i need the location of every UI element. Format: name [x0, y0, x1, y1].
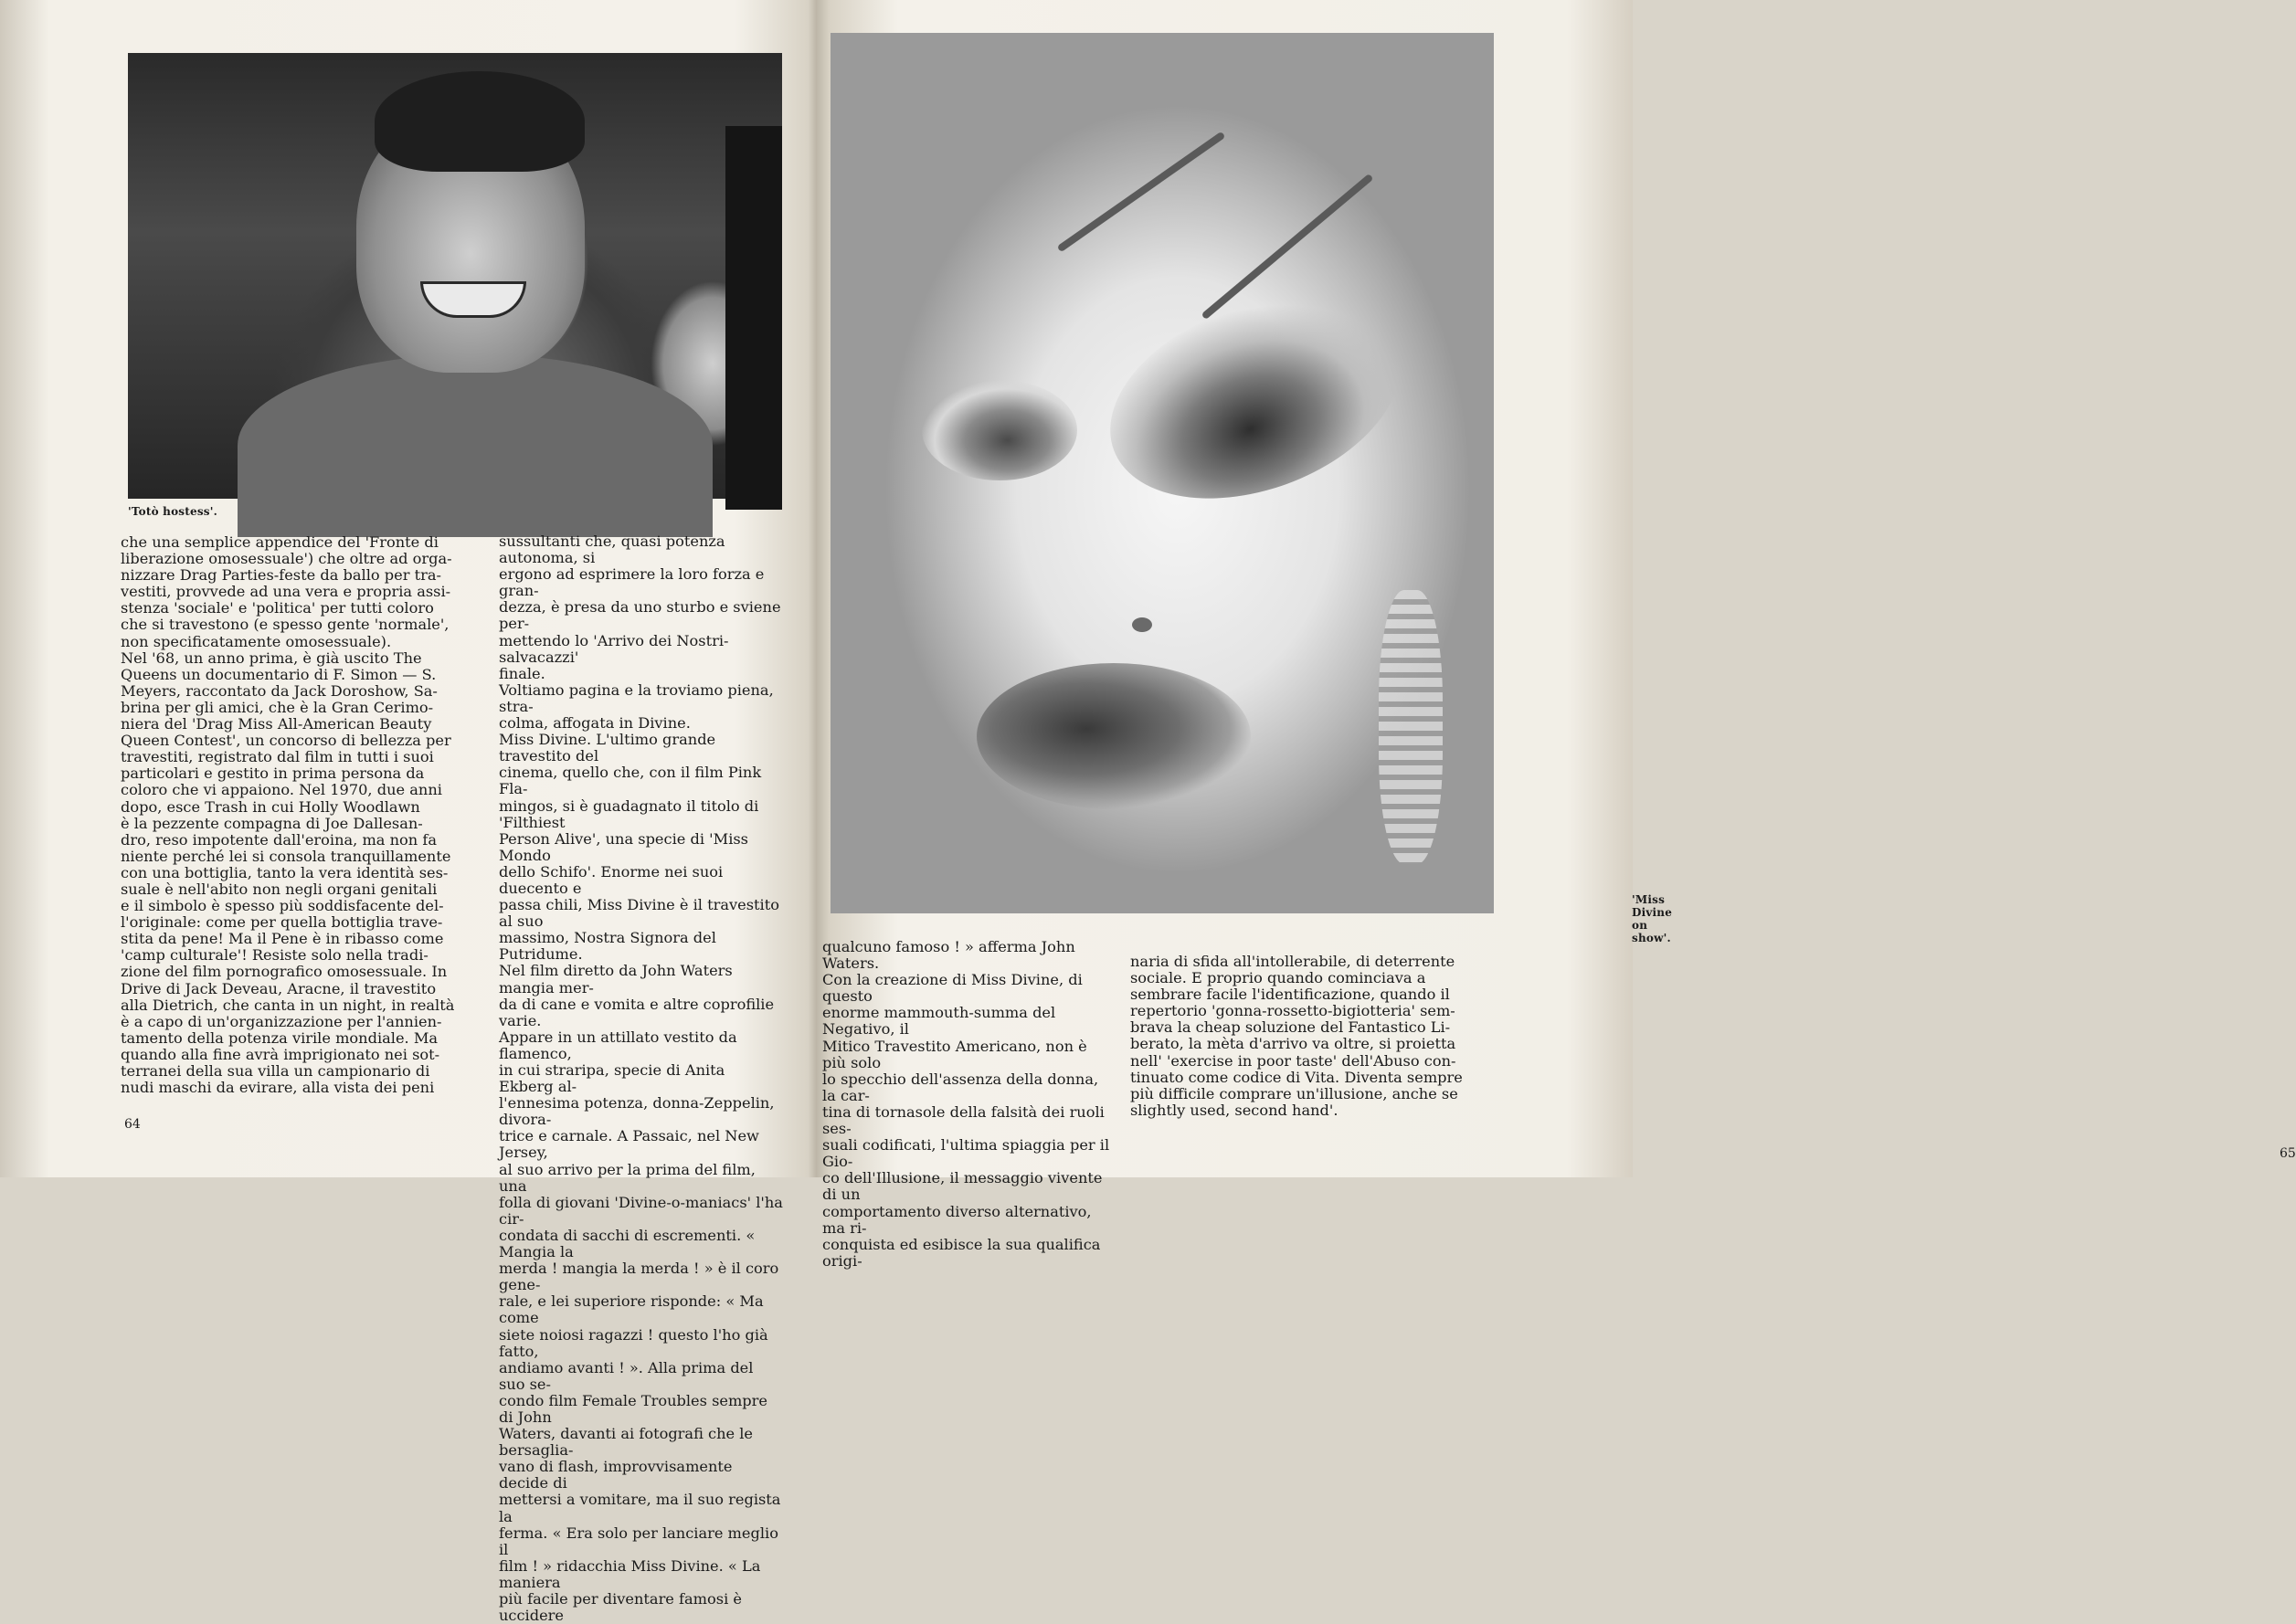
photo-lips [977, 663, 1251, 809]
photo-caption-right: 'Miss Divine on show'. [1632, 893, 1673, 944]
column-4-text: naria di sfida all'intollerabile, di deterrente sociale. E proprio quando cominciava a sembrare facile l'identificazione, quando il repertorio 'gonna-rossetto-bigiotteria' sem- brava la cheap soluzione del Fantastico Li- berato, la mèta d'arrivo va oltre, si proietta nell' 'exercise in poor taste' dell'Abuso con- tinuato come codice di Vita. Diventa sempre più difficile comprare un'illusione, anche se slightly used, second hand'. [1130, 953, 1463, 1119]
text-column-4 [1130, 954, 1489, 1119]
text-column-3 [822, 939, 1115, 1270]
photo-pillar [725, 126, 782, 510]
photo-brow-left [1057, 132, 1226, 253]
miss-divine-photo [831, 33, 1494, 913]
photo-eye-right [1083, 261, 1429, 536]
column-1-text: che una semplice appendice del 'Fronte di liberazione omosessuale') che oltre ad orga- nizzare Drag Parties-feste da ballo per tra- vestiti, provvede ad una vera e propria assi- stenza 'sociale' e 'politica' per tutti coloro che si travestono (e spesso gente 'normale', non specificatamente omosessuale). Nel '68, un anno prima, è già uscito The Queens un documentario di F. Simon — S. Meyers, raccontato da Jack Doroshow, Sa- brina per gli amici, che è la Gran Cerimo- niera del 'Drag Miss All-American Beauty Queen Contest', un concorso di bellezza per travestiti, registrato dal film in tutti i suoi particolari e gestito in prima persona da coloro che vi appaiono. Nel 1970, due anni dopo, esce Trash in cui Holly Woodlawn è la pezzente compagna di Joe Dallesan- dro, reso impotente dall'eroina, ma non fa niente perché lei si consola tranquillamente con una bottiglia, tanto la vera identità ses- suale è nell'abito non negli organi genitali e il simbolo è spesso più soddisfacente del- l'originale: come per quella bottiglia trave- stita da pene! Ma il Pene è in ribasso come 'camp culturale'! Resiste solo nella tradi- zione del film pornografico omosessuale. In Drive di Jack Deveau, Aracne, il travestito alla Dietrich, che canta in un night, in realtà è a capo di un'organizzazione per l'annien- tamento della potenza virile mondiale. Ma quando alla fine avrà imprigionato nei sot- terranei della sua villa un campionario di nudi maschi da evirare, alla vista dei peni [121, 533, 455, 1097]
column-2-text: sussultanti che, quasi potenza autonoma, si ergono ad esprimere la loro forza e gran- dezza, è presa da uno sturbo e sviene per- mettendo lo 'Arrivo dei Nostri-salvacazzi' finale. Voltiamo pagina e la troviamo piena, stra- colma, affogata in Divine. Miss Divine. L'ultimo grande travestito del cinema, quello che, con il film Pink Fla- mingos, si è guadagnato il titolo di 'Filthiest Person Alive', una specie di 'Miss Mondo dello Schifo'. Enorme nei suoi duecento e passa chili, Miss Divine è il travestito al suo massimo, Nostra Signora del Putridume. Nel film diretto da John Waters mangia mer- da di cane e vomita e altre coprofilie varie. Appare in un attillato vestito da flamenco, in cui straripa, specie di Anita Ekberg al- l'ennesima potenza, donna-Zeppelin, divora- trice e carnale. A Passaic, nel New Jersey, al suo arrivo per la prima del film, una folla di giovani 'Divine-o-maniacs' l'ha cir- condata di sacchi di escrementi. « Mangia la merda ! mangia la merda ! » è il coro gene- rale, e lei superiore risponde: « Ma come siete noiosi ragazzi ! questo l'ho già fatto, andiamo avanti ! ». Alla prima del suo se- condo film Female Troubles sempre di John Waters, davanti ai fotografi che le bersaglia- vano di flash, improvvisamente decide di mettersi a vomitare, ma il suo regista la ferma. « Era solo per lanciare meglio il film ! » ridacchia Miss Divine. « La maniera più facile per diventare famosi è uccidere [499, 533, 783, 1624]
column-3-text: qualcuno famoso ! » afferma John Waters. Con la creazione di Miss Divine, di questo enorme mammouth-summa del Negativo, il Mitico Travestito Americano, non è più solo lo specchio dell'assenza della donna, la car- tina di tornasole della falsità dei ruoli ses- suali codificati, l'ultima spiaggia per il Gio- co dell'Illusione, il messaggio vivente di un comportamento diverso alternativo, ma ri- conquista ed esibisce la sua qualifica origi- [822, 938, 1110, 1270]
photo-coat [238, 354, 713, 537]
page-number-left: 64 [124, 1117, 141, 1132]
photo-earring [1379, 590, 1443, 864]
text-column-2 [499, 533, 784, 1624]
left-page [0, 0, 808, 1624]
photo-cap [375, 71, 585, 172]
toto-hostess-photo [128, 53, 782, 499]
page-number-right: 65 [2280, 1146, 2296, 1161]
text-column-1 [121, 534, 468, 1096]
photo-eye-left [922, 380, 1077, 480]
photo-nostril [1132, 617, 1152, 632]
photo-caption-left: 'Totò hostess'. [128, 505, 217, 518]
